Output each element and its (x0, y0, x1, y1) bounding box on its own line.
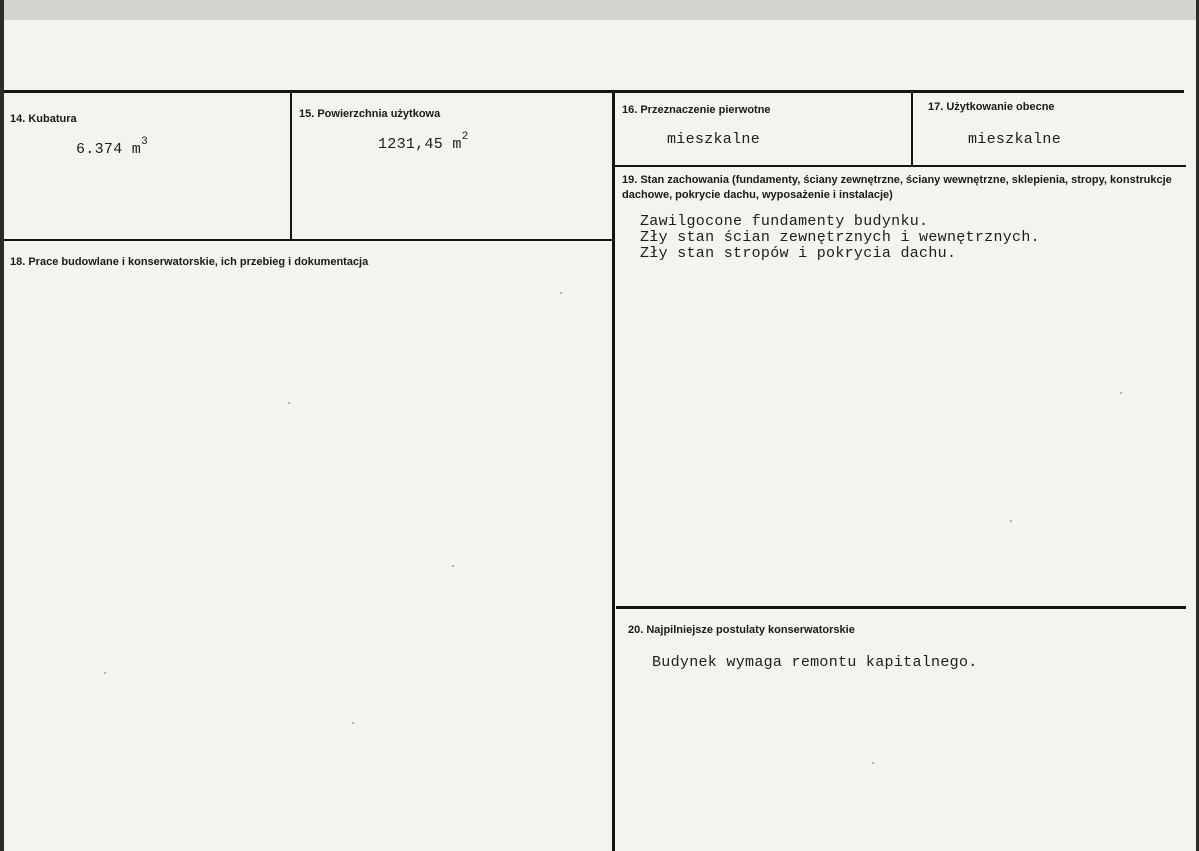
paper-speck (1010, 520, 1012, 522)
rule-under-14-15 (4, 239, 614, 241)
field-17-label: 17. Użytkowanie obecne (928, 101, 1055, 113)
paper-speck (288, 402, 290, 404)
divider-14-15 (290, 92, 292, 241)
field-15-exponent: 2 (461, 131, 469, 143)
paper-speck (104, 672, 106, 674)
field-19-label: 19. Stan zachowania (fundamenty, ściany zewnętrzne, ściany wewnętrzne, sklepienia, stropy, konstrukcje dachowe, pokrycie dachu, wyposażenie i instalacje) (622, 174, 1172, 201)
field-20-label: 20. Najpilniejsze postulaty konserwatorskie (628, 624, 855, 636)
rule-above-20 (616, 606, 1186, 609)
field-15-label: 15. Powierzchnia użytkowa (299, 108, 441, 120)
field-18-label: 18. Prace budowlane i konserwatorskie, ich przebieg i dokumentacja (10, 256, 369, 268)
paper-speck (352, 722, 354, 724)
scan-edge-left (0, 0, 4, 851)
field-16-value: mieszkalne (667, 131, 761, 148)
field-15-value (378, 131, 469, 153)
field-19-line: Zły stan stropów i pokrycia dachu. (640, 245, 957, 262)
paper-speck (452, 565, 454, 567)
field-14-exponent: 3 (141, 136, 149, 148)
field-14-label: 14. Kubatura (10, 113, 77, 125)
field-19-line: Zły stan ścian zewnętrznych i wewnętrznych. (640, 229, 1040, 246)
top-rule (4, 90, 1184, 93)
rule-under-16-17 (612, 165, 1186, 167)
divider-16-17 (911, 92, 913, 166)
field-19-line: Zawilgocone fundamenty budynku. (640, 213, 929, 230)
field-17-value: mieszkalne (968, 131, 1062, 148)
paper-speck (1120, 392, 1122, 394)
divider-main-vertical (612, 92, 615, 851)
paper-speck (560, 292, 562, 294)
scan-margin-top (0, 0, 1199, 20)
field-14-value (76, 136, 149, 158)
paper-speck (872, 762, 874, 764)
field-14-number: 6.374 m (76, 141, 142, 158)
field-20-value: Budynek wymaga remontu kapitalnego. (652, 654, 978, 671)
field-15-number: 1231,45 m (378, 136, 462, 153)
field-19-text (640, 214, 1040, 262)
field-16-label: 16. Przeznaczenie pierwotne (622, 104, 771, 116)
